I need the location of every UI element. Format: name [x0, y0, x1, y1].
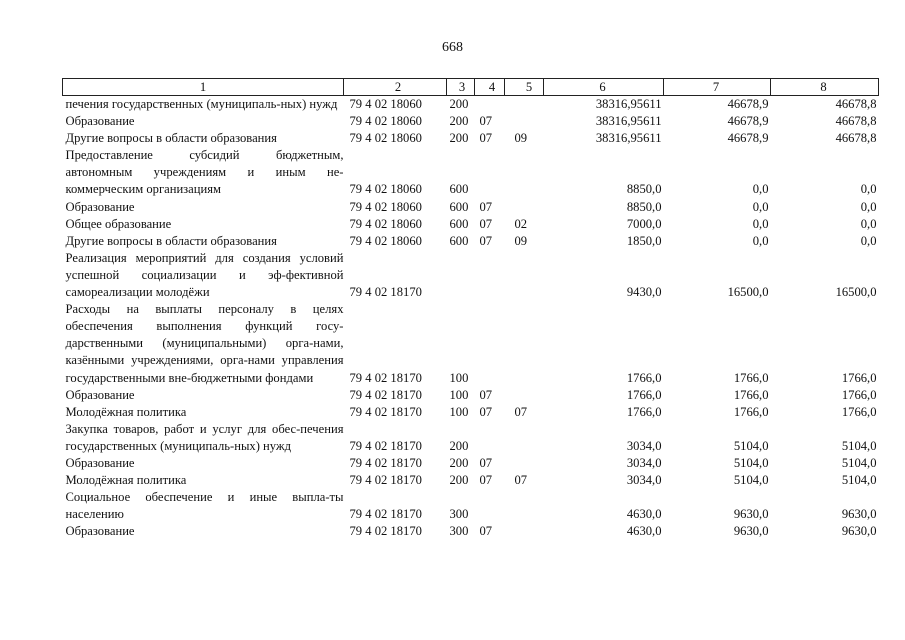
- row-name-text: Образование: [65, 114, 135, 129]
- row-amount-col8-cell: 1766,0: [841, 370, 877, 385]
- column-header-1: 1: [63, 79, 344, 96]
- row-name-text: Образование: [65, 387, 135, 402]
- table-row: [63, 472, 879, 489]
- row-amount-col7-cell: 0,0: [752, 199, 769, 214]
- row-name-text: Расходы на выплаты персоналу в целях обеспечения выполнения функций госу-дарственными (муниципальными) орга-нами, казёнными учреждениями, орга-нами управления государственными вне-бюджетными фондами: [65, 302, 344, 385]
- row-target-code-cell: 79 4 02 18170: [349, 455, 422, 470]
- row-amount-col8-cell: 46678,8: [835, 97, 877, 111]
- row-subsection-cell: [505, 199, 544, 216]
- row-expense-type-cell: 600: [449, 233, 469, 248]
- row-section-cell: 07: [479, 199, 493, 214]
- row-amount-col6-cell: 3034,0: [626, 455, 662, 470]
- row-amount-col8-cell: 0,0: [860, 199, 877, 214]
- row-amount-col8-cell: 16500,0: [835, 285, 877, 300]
- row-section-cell: 07: [479, 131, 493, 146]
- row-amount-col7-cell: 0,0: [752, 233, 769, 248]
- row-amount-col6-cell: 3034,0: [626, 473, 662, 488]
- row-expense-type-cell: 600: [449, 199, 469, 214]
- row-section-cell: [475, 489, 505, 523]
- row-name-cell: [63, 387, 344, 404]
- row-amount-col7-cell: 0,0: [752, 216, 769, 231]
- row-amount-col6-cell: 8850,0: [626, 182, 662, 197]
- row-name-text: печения государственных (муниципаль-ных) нужд: [65, 97, 338, 111]
- row-target-code-cell: 79 4 02 18170: [349, 285, 422, 300]
- table-row: [63, 301, 879, 386]
- table-row: [63, 489, 879, 523]
- row-amount-col8-cell: 1766,0: [841, 387, 877, 402]
- row-amount-col7-cell: 9630,0: [733, 524, 769, 539]
- row-amount-col8-cell: 0,0: [860, 216, 877, 231]
- row-name-text: Молодёжная политика: [65, 404, 187, 419]
- row-expense-type-cell: 100: [449, 404, 469, 419]
- row-target-code-cell: 79 4 02 18170: [349, 507, 422, 522]
- row-section-cell: [475, 421, 505, 455]
- row-section-cell: 07: [479, 233, 493, 248]
- row-name-cell: [63, 96, 344, 114]
- row-amount-col7-cell: 1766,0: [733, 387, 769, 402]
- row-expense-type-cell: 600: [449, 216, 469, 231]
- table-row: [63, 404, 879, 421]
- row-amount-col7-cell: 5104,0: [733, 473, 769, 488]
- row-subsection-cell: 07: [514, 404, 528, 419]
- row-amount-col8-cell: 0,0: [860, 233, 877, 248]
- row-amount-col6-cell: 1850,0: [626, 233, 662, 248]
- row-subsection-cell: [505, 301, 544, 386]
- row-expense-type-cell: 600: [449, 182, 469, 197]
- table-row: [63, 250, 879, 301]
- row-name-cell: [63, 147, 344, 198]
- row-target-code-cell: 79 4 02 18060: [349, 233, 422, 248]
- row-amount-col7-cell: 1766,0: [733, 404, 769, 419]
- row-amount-col7-cell: 16500,0: [727, 285, 769, 300]
- row-name-cell: [63, 250, 344, 301]
- row-name-cell: [63, 421, 344, 455]
- table-body: [63, 96, 879, 541]
- row-subsection-cell: 07: [514, 473, 528, 488]
- row-expense-type-cell: 200: [449, 455, 469, 470]
- row-section-cell: 07: [479, 114, 493, 129]
- row-amount-col6-cell: 8850,0: [626, 199, 662, 214]
- row-subsection-cell: [505, 489, 544, 523]
- row-expense-type-cell: 200: [449, 438, 469, 453]
- table-row: [63, 199, 879, 216]
- row-subsection-cell: [505, 113, 544, 130]
- row-amount-col6-cell: 7000,0: [626, 216, 662, 231]
- row-expense-type-cell: 200: [449, 97, 469, 111]
- row-subsection-cell: 09: [514, 233, 528, 248]
- table-row: [63, 233, 879, 250]
- row-name-cell: [63, 233, 344, 250]
- row-name-cell: [63, 301, 344, 386]
- row-name-text: Реализация мероприятий для создания условий успешной социализации и эф-фективной самореализации молодёжи: [65, 250, 344, 300]
- row-amount-col6-cell: 9430,0: [626, 285, 662, 300]
- row-amount-col8-cell: 0,0: [860, 182, 877, 197]
- row-name-cell: [63, 199, 344, 216]
- row-amount-col7-cell: 5104,0: [733, 438, 769, 453]
- row-amount-col7-cell: 0,0: [752, 182, 769, 197]
- row-amount-col6-cell: 4630,0: [626, 524, 662, 539]
- row-name-cell: [63, 523, 344, 540]
- row-expense-type-cell: 200: [449, 131, 469, 146]
- table-row: [63, 523, 879, 540]
- column-header-5: 5: [505, 79, 544, 96]
- row-amount-col8-cell: 9630,0: [841, 507, 877, 522]
- row-subsection-cell: [505, 523, 544, 540]
- row-subsection-cell: [505, 96, 544, 114]
- row-name-text: Молодёжная политика: [65, 473, 187, 488]
- table-row: [63, 130, 879, 147]
- row-expense-type-cell: [447, 250, 475, 301]
- table-row: [63, 147, 879, 198]
- row-amount-col6-cell: 38316,95611: [595, 114, 662, 129]
- row-target-code-cell: 79 4 02 18060: [349, 216, 422, 231]
- row-amount-col8-cell: 9630,0: [841, 524, 877, 539]
- row-section-cell: [475, 301, 505, 386]
- table-row: [63, 421, 879, 455]
- table-row: [63, 216, 879, 233]
- column-header-4: 4: [475, 79, 505, 96]
- row-amount-col6-cell: 1766,0: [626, 370, 662, 385]
- row-target-code-cell: 79 4 02 18170: [349, 524, 422, 539]
- row-amount-col7-cell: 9630,0: [733, 507, 769, 522]
- row-name-text: Социальное обеспечение и иные выпла-ты населению: [65, 490, 344, 522]
- row-expense-type-cell: 200: [449, 114, 469, 129]
- row-expense-type-cell: 300: [449, 524, 469, 539]
- row-amount-col8-cell: 5104,0: [841, 438, 877, 453]
- column-number-header: [63, 79, 879, 96]
- row-name-text: Закупка товаров, работ и услуг для обес-печения государственных (муниципаль-ных) нужд: [65, 421, 344, 453]
- row-subsection-cell: [505, 455, 544, 472]
- column-header-2: 2: [344, 79, 447, 96]
- table-row: [63, 387, 879, 404]
- row-section-cell: [475, 250, 505, 301]
- table-row: [63, 455, 879, 472]
- row-name-text: Другие вопросы в области образования: [65, 233, 277, 248]
- row-subsection-cell: [505, 250, 544, 301]
- row-section-cell: 07: [479, 524, 493, 539]
- row-name-cell: [63, 113, 344, 130]
- row-amount-col6-cell: 3034,0: [626, 438, 662, 453]
- row-target-code-cell: 79 4 02 18060: [349, 114, 422, 129]
- row-subsection-cell: 02: [514, 216, 528, 231]
- row-name-text: Образование: [65, 199, 135, 214]
- row-section-cell: 07: [479, 216, 493, 231]
- row-target-code-cell: 79 4 02 18170: [349, 404, 422, 419]
- row-amount-col6-cell: 38316,95611: [595, 97, 662, 111]
- table-row: [63, 113, 879, 130]
- row-subsection-cell: [505, 147, 544, 198]
- row-name-cell: [63, 130, 344, 147]
- row-amount-col7-cell: 46678,9: [727, 114, 769, 129]
- row-name-text: Предоставление субсидий бюджетным, автономным учреждениям и иным не-коммерческим организациям: [65, 148, 344, 197]
- row-target-code-cell: 79 4 02 18060: [349, 182, 422, 197]
- row-expense-type-cell: 300: [449, 507, 469, 522]
- row-amount-col8-cell: 5104,0: [841, 473, 877, 488]
- column-header-6: 6: [544, 79, 664, 96]
- row-section-cell: [475, 147, 505, 198]
- row-name-cell: [63, 455, 344, 472]
- row-section-cell: [475, 96, 505, 114]
- row-amount-col6-cell: 38316,95611: [595, 131, 662, 146]
- row-name-cell: [63, 472, 344, 489]
- row-target-code-cell: 79 4 02 18170: [349, 438, 422, 453]
- row-target-code-cell: 79 4 02 18060: [349, 97, 422, 111]
- row-amount-col7-cell: 1766,0: [733, 370, 769, 385]
- row-amount-col8-cell: 46678,8: [835, 131, 877, 146]
- column-header-8: 8: [771, 79, 879, 96]
- row-name-cell: [63, 489, 344, 523]
- row-name-text: Общее образование: [65, 216, 172, 231]
- row-amount-col7-cell: 5104,0: [733, 455, 769, 470]
- column-header-3: 3: [447, 79, 475, 96]
- header-row: [63, 79, 879, 96]
- row-name-cell: [63, 216, 344, 233]
- row-name-text: Образование: [65, 455, 135, 470]
- row-amount-col8-cell: 5104,0: [841, 455, 877, 470]
- row-section-cell: 07: [479, 455, 493, 470]
- row-target-code-cell: 79 4 02 18170: [349, 370, 422, 385]
- row-expense-type-cell: 200: [449, 473, 469, 488]
- table-row: [63, 96, 879, 114]
- row-target-code-cell: 79 4 02 18060: [349, 199, 422, 214]
- column-header-7: 7: [664, 79, 771, 96]
- row-amount-col6-cell: 1766,0: [626, 404, 662, 419]
- row-subsection-cell: [505, 421, 544, 455]
- row-subsection-cell: 09: [514, 131, 528, 146]
- row-section-cell: 07: [479, 387, 493, 402]
- row-name-text: Образование: [65, 524, 135, 539]
- row-section-cell: 07: [479, 404, 493, 419]
- row-amount-col8-cell: 1766,0: [841, 404, 877, 419]
- row-amount-col7-cell: 46678,9: [727, 97, 769, 111]
- row-target-code-cell: 79 4 02 18170: [349, 473, 422, 488]
- row-expense-type-cell: 100: [449, 370, 469, 385]
- row-amount-col6-cell: 4630,0: [626, 507, 662, 522]
- row-section-cell: 07: [479, 473, 493, 488]
- budget-table: [62, 78, 879, 540]
- row-amount-col8-cell: 46678,8: [835, 114, 877, 129]
- row-target-code-cell: 79 4 02 18060: [349, 131, 422, 146]
- page-number: 668: [442, 40, 463, 55]
- row-amount-col7-cell: 46678,9: [727, 131, 769, 146]
- row-subsection-cell: [505, 387, 544, 404]
- row-amount-col6-cell: 1766,0: [626, 387, 662, 402]
- row-name-cell: [63, 404, 344, 421]
- row-name-text: Другие вопросы в области образования: [65, 131, 277, 146]
- row-target-code-cell: 79 4 02 18170: [349, 387, 422, 402]
- row-expense-type-cell: 100: [449, 387, 469, 402]
